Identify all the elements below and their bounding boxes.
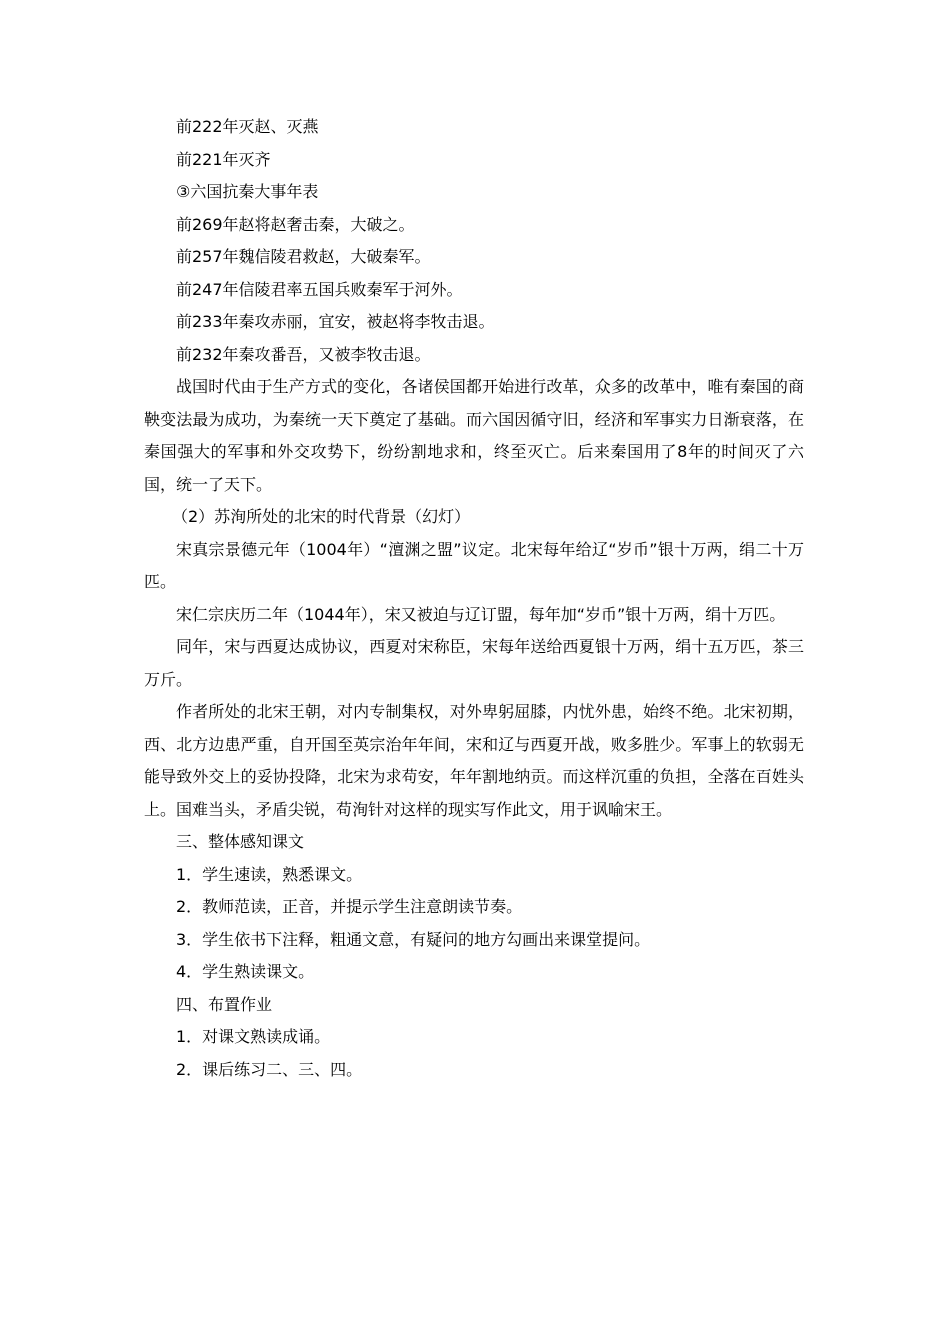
paragraph-chanyuan-treaty: 宋真宗景德元年（1004年）“澶渊之盟”议定。北宋每年给辽“岁币”银十万两，绢二十万匹。 (144, 539, 804, 591)
timeline-line: 前257年魏信陵君救赵，大破秦军。 (176, 247, 431, 266)
paragraph-qingli-treaty: 宋仁宗庆历二年（1044年），宋又被迫与辽订盟，每年加“岁币”银十万两，绢十万匹。 (176, 604, 786, 624)
list-item: 4．学生熟读课文。 (176, 962, 315, 981)
list-item: 2．教师范读，正音，并提示学生注意朗读节奏。 (176, 897, 523, 916)
timeline-line: 前233年秦攻赤丽，宜安，被赵将李牧击退。 (176, 312, 495, 331)
section-heading-overall: 三、整体感知课文 (176, 832, 305, 851)
timeline-line: 前221年灭齐 (176, 149, 271, 169)
section-heading-song-background: （2）苏洵所处的北宋的时代背景（幻灯） (172, 507, 471, 526)
list-item: 2．课后练习二、三、四。 (176, 1059, 363, 1079)
paragraph-xixia-agreement: 同年，宋与西夏达成协议，西夏对宋称臣，宋每年送给西夏银十万两，绢十五万匹，茶三万斤。 (144, 637, 804, 689)
paragraph-warring-states: 战国时代由于生产方式的变化，各诸侯国都开始进行改革，众多的改革中，唯有秦国的商鞅变法最为成功，为秦统一天下奠定了基础。而六国因循守旧，经济和军事实力日渐衰落，在秦国强大的军事和外交攻势下，纷纷割地求和，终至灭亡。后来秦国用了8年的时间灭了六国，统一了天下。 (144, 377, 804, 494)
section-heading-homework: 四、布置作业 (176, 994, 273, 1014)
timeline-line: 前232年秦攻番吾，又被李牧击退。 (176, 344, 431, 364)
timeline-line: 前247年信陵君率五国兵败秦军于河外。 (176, 279, 463, 299)
paragraph-author-background: 作者所处的北宋王朝，对内专制集权，对外卑躬屈膝，内忧外患，始终不绝。北宋初期，西、北方边患严重，自开国至英宗治年年间，宋和辽与西夏开战，败多胜少。军事上的软弱无能导致外交上的妥协投降，北宋为求苟安，年年割地纳贡。而这样沉重的负担，全落在百姓头上。国难当头，矛盾尖锐，苟洵针对这样的现实写作此文，用于讽喻宋王。 (144, 702, 804, 819)
document-body (144, 111, 804, 1086)
list-item: 1．对课文熟读成诵。 (176, 1027, 331, 1046)
list-item: 3．学生依书下注释，粗通文意，有疑问的地方勾画出来课堂提问。 (176, 929, 651, 949)
list-item: 1．学生速读，熟悉课文。 (176, 864, 363, 884)
timeline-heading: ③六国抗秦大事年表 (176, 182, 319, 201)
timeline-line: 前222年灭赵、灭燕 (176, 117, 319, 136)
timeline-line: 前269年赵将赵奢击秦，大破之。 (176, 214, 415, 234)
